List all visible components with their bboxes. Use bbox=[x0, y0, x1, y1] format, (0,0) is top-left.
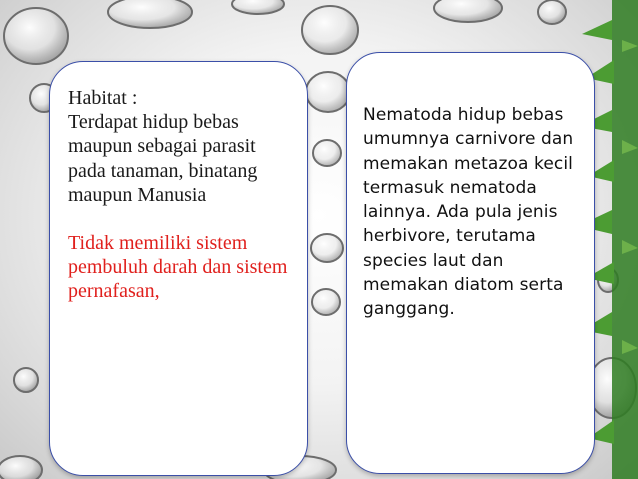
nematoda-diet-text: Nematoda hidup bebas umumnya carnivore dan memakan metazoa kecil termasuk nematoda lainnya. Ada pula jenis herbivore, terutama species laut dan memakan diatom serta ganggang. bbox=[363, 105, 574, 320]
habitat-card bbox=[49, 61, 308, 476]
habitat-description: Terdapat hidup bebas maupun sebagai parasit pada tanaman, binatang maupun Manusia bbox=[68, 111, 258, 206]
anatomy-note: Tidak memiliki sistem pembuluh darah dan sistem pernafasan, bbox=[68, 232, 288, 303]
nematoda-diet-card bbox=[346, 52, 595, 474]
habitat-heading: Habitat : bbox=[68, 87, 138, 109]
